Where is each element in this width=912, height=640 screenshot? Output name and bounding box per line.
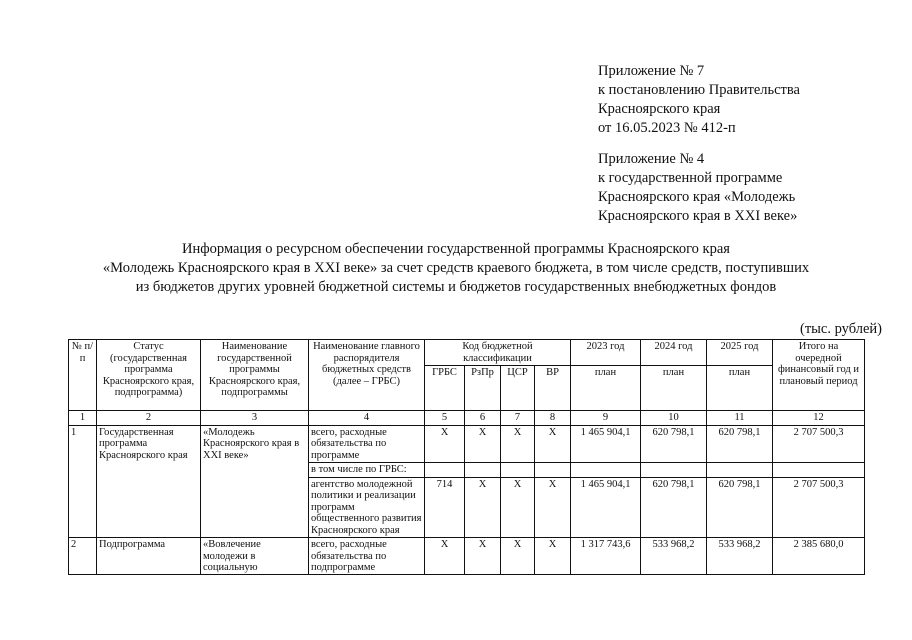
row-status: Государственная программа Красноярского края (97, 425, 201, 538)
cell-grbs: 714 (425, 477, 465, 538)
cell-2024: 620 798,1 (641, 477, 707, 538)
units-label: (тыс. рублей) (800, 321, 882, 337)
col-number: 4 (309, 411, 425, 426)
document-title (40, 240, 872, 297)
row-all-label: всего, расходные обязательства по подпрограмме (311, 539, 387, 573)
appendix-line: Приложение № 7 (598, 63, 705, 79)
header-code-group: Код бюджетной классификации (425, 340, 571, 366)
appendix-line: к государственной программе (598, 170, 783, 186)
row-program-name: «Молодежь Красноярского края в XXI веке» (201, 425, 309, 538)
title-line: «Молодежь Красноярского края в XXI веке» за счет средств краевого бюджета, в том числе средств, поступивших (102, 260, 810, 276)
cell-2023: 1 465 904,1 (571, 477, 641, 538)
cell-vr: Х (535, 538, 571, 575)
appendix-line: от 16.05.2023 № 412-п (598, 120, 736, 136)
col-number: 10 (641, 411, 707, 426)
row-num: 2 (69, 538, 97, 575)
cell-2023: 1 317 743,6 (571, 538, 641, 575)
cell-2025: 620 798,1 (707, 477, 773, 538)
col-number: 6 (465, 411, 501, 426)
appendix-block-2 (598, 150, 797, 226)
row-program-name-cell (201, 538, 309, 575)
cell-grbs: Х (425, 538, 465, 575)
cell-csr: Х (501, 538, 535, 575)
cell-csr: Х (501, 477, 535, 538)
cell-total: 2 707 500,3 (773, 477, 865, 538)
row-status: Подпрограмма (97, 538, 201, 575)
table-row (69, 425, 865, 463)
appendix-block-1 (598, 62, 800, 138)
cell-csr: Х (501, 425, 535, 463)
cell-total: 2 385 680,0 (773, 538, 865, 575)
header-grbs: ГРБС (425, 366, 465, 411)
header-vr: ВР (535, 366, 571, 411)
col-number: 9 (571, 411, 641, 426)
table-row (69, 538, 865, 575)
col-number: 11 (707, 411, 773, 426)
cell-2025: 533 968,2 (707, 538, 773, 575)
row-all-label-cell (309, 538, 425, 575)
row-incl-label: в том числе по ГРБС: (309, 463, 425, 478)
cell-2023: 1 465 904,1 (571, 425, 641, 463)
appendix-line: Красноярского края в XXI веке» (598, 208, 798, 224)
cell-2025: 620 798,1 (707, 425, 773, 463)
header-grbs-name: Наименование главного распорядителя бюджетных средств (далее – ГРБС) (309, 340, 425, 411)
col-number: 12 (773, 411, 865, 426)
row-num: 1 (69, 425, 97, 538)
cell-rzpr: Х (465, 425, 501, 463)
cell-2024: 620 798,1 (641, 425, 707, 463)
header-csr: ЦСР (501, 366, 535, 411)
col-number: 5 (425, 411, 465, 426)
header-plan-2025: план (707, 366, 773, 411)
header-row (69, 340, 865, 366)
header-2024: 2024 год (641, 340, 707, 366)
appendix-line: к постановлению Правительства (598, 82, 800, 98)
header-status: Статус (государственная программа Красноярского края, подпрограмма) (97, 340, 201, 411)
appendix-line: Красноярского края (598, 101, 721, 117)
column-numbers-row (69, 411, 865, 426)
title-line: Информация о ресурсном обеспечении государственной программы Красноярского края (182, 241, 730, 257)
header-plan-2024: план (641, 366, 707, 411)
header-program-name: Наименование государственной программы Красноярского края, подпрограммы (201, 340, 309, 411)
header-total: Итого на очередной финансовый год и плановый период (773, 340, 865, 411)
col-number: 1 (69, 411, 97, 426)
cell-2024: 533 968,2 (641, 538, 707, 575)
cell-total: 2 707 500,3 (773, 425, 865, 463)
cell-rzpr: Х (465, 477, 501, 538)
appendix-line: Красноярского края «Молодежь (598, 189, 796, 205)
col-number: 2 (97, 411, 201, 426)
header-plan-2023: план (571, 366, 641, 411)
col-number: 7 (501, 411, 535, 426)
row-agency-label: агентство молодежной политики и реализации программ общественного развития Красноярского края (309, 477, 425, 538)
row-program-name: «Вовлечение молодежи в социальную (203, 539, 261, 573)
appendix-line: Приложение № 4 (598, 151, 705, 167)
resource-table (68, 339, 865, 575)
col-number: 8 (535, 411, 571, 426)
cell-vr: Х (535, 477, 571, 538)
header-num: № п/п (69, 340, 97, 411)
header-2025: 2025 год (707, 340, 773, 366)
col-number: 3 (201, 411, 309, 426)
row-all-label: всего, расходные обязательства по программе (309, 425, 425, 463)
cell-vr: Х (535, 425, 571, 463)
header-rzpr: РзПр (465, 366, 501, 411)
header-2023: 2023 год (571, 340, 641, 366)
cell-grbs: Х (425, 425, 465, 463)
title-line: из бюджетов других уровней бюджетной системы и бюджетов государственных внебюджетных фондов (135, 279, 777, 295)
cell-rzpr: Х (465, 538, 501, 575)
